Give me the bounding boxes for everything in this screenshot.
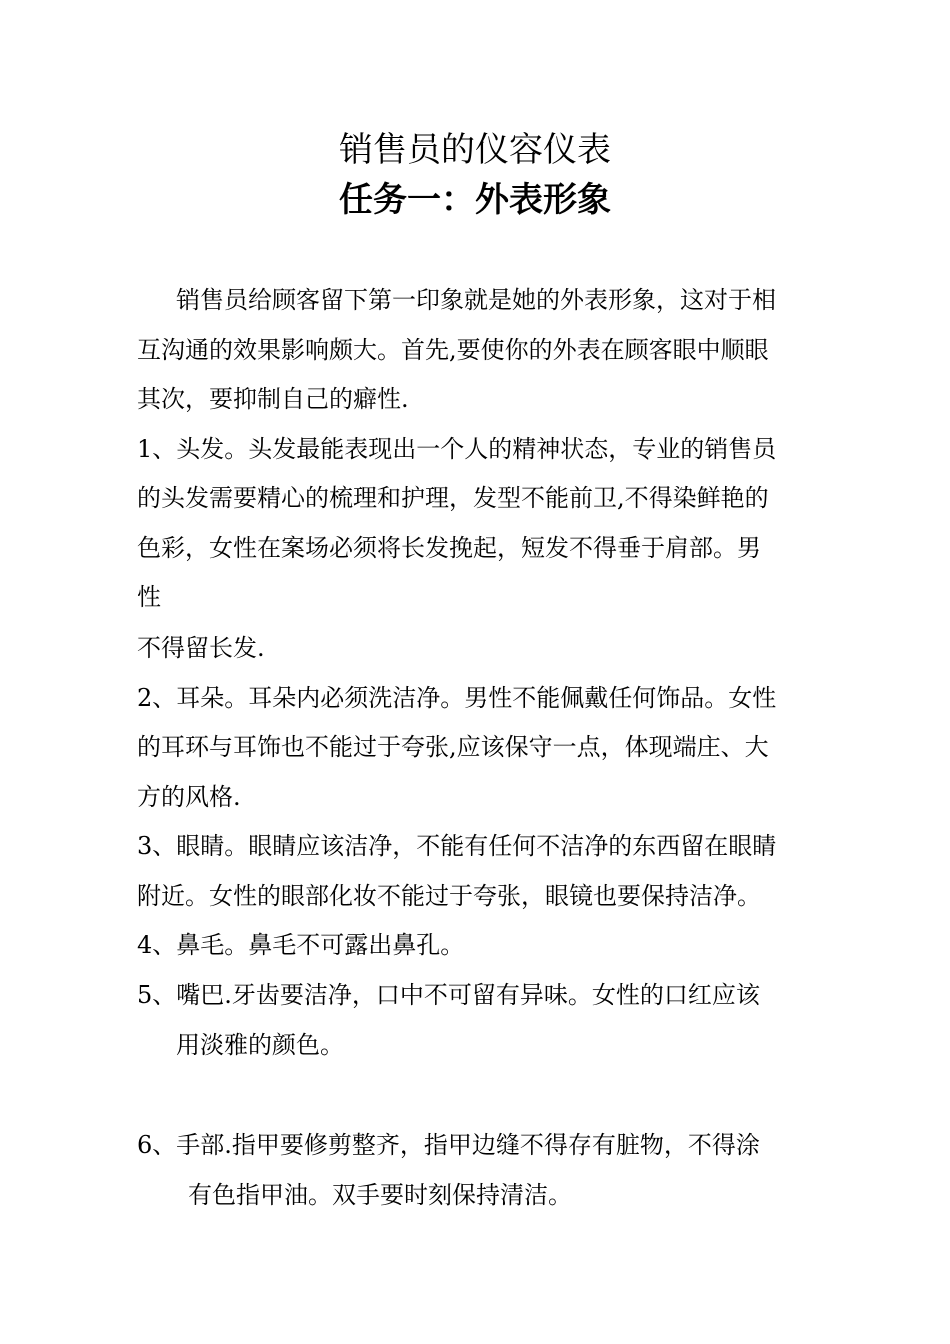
paragraph-line: 3、眼睛。眼睛应该洁净，不能有任何不洁净的东西留在眼睛 [137,832,777,860]
paragraph-line: 方的风格. [137,783,241,811]
document-title: 销售员的仪容仪表 [339,130,611,170]
paragraph-line: 4、鼻毛。鼻毛不可露出鼻孔。 [137,931,465,959]
paragraph-line: 1、头发。头发最能表现出一个人的精神状态，专业的销售员 [137,435,777,463]
paragraph-line: 附近。女性的眼部化妆不能过于夸张，眼镜也要保持洁净。 [137,882,761,910]
paragraph-line: 的头发需要精心的梳理和护理，发型不能前卫,不得染鲜艳的 [137,484,769,512]
paragraph-line: 的耳环与耳饰也不能过于夸张,应该保守一点，体现端庄、大 [137,733,769,761]
paragraph-line: 其次，要抑制自己的癖性. [137,385,409,413]
paragraph-line: 销售员给顾客留下第一印象就是她的外表形象，这对于相 [176,286,776,314]
paragraph-line: 不得留长发. [137,634,265,662]
paragraph-line: 有色指甲油。双手要时刻保持清洁。 [188,1181,572,1209]
paragraph-line: 2、耳朵。耳朵内必须洗洁净。男性不能佩戴任何饰品。女性 [137,684,777,712]
paragraph-line: 5、嘴巴.牙齿要洁净，口中不可留有异味。女性的口红应该 [137,981,760,1009]
paragraph-line: 6、手部.指甲要修剪整齐，指甲边缝不得存有脏物，不得涂 [137,1131,760,1159]
document-subtitle: 任务一：外表形象 [339,180,611,220]
paragraph-line: 性 [137,583,161,611]
paragraph-line: 色彩，女性在案场必须将长发挽起，短发不得垂于肩部。男 [137,534,761,562]
paragraph-line: 互沟通的效果影响颇大。首先,要使你的外表在顾客眼中顺眼 [137,336,769,364]
paragraph-line: 用淡雅的颜色。 [176,1031,344,1059]
